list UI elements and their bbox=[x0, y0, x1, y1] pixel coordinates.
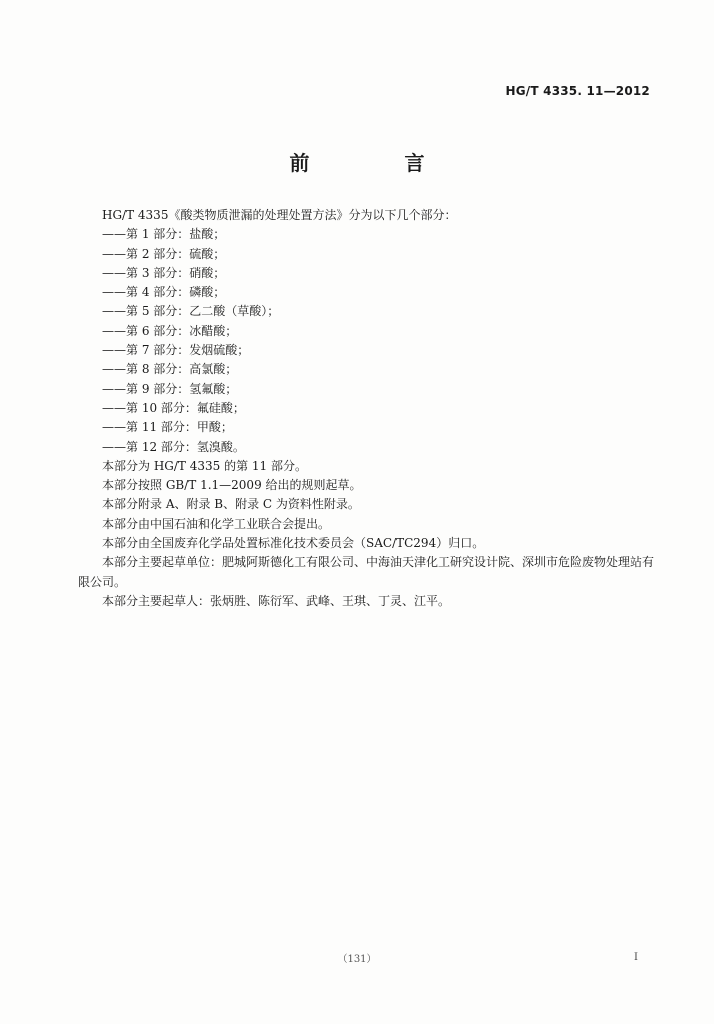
paragraph-drafters: 本部分主要起草人：张炳胜、陈衍军、武峰、王琪、丁灵、江平。 bbox=[102, 593, 451, 608]
part-item-6: ——第 6 部分：冰醋酸； bbox=[102, 323, 238, 338]
part-item-10: ——第 10 部分：氟硅酸； bbox=[102, 400, 245, 415]
parts-list bbox=[78, 225, 654, 457]
part-item-3: ——第 3 部分：硝酸； bbox=[102, 265, 226, 280]
part-item-9: ——第 9 部分：氢氟酸； bbox=[102, 381, 238, 396]
margin-mark: I bbox=[634, 952, 638, 963]
part-item-7: ——第 7 部分：发烟硫酸； bbox=[102, 343, 250, 358]
part-item-8: ——第 8 部分：高氯酸； bbox=[102, 362, 238, 377]
part-item-11: ——第 11 部分：甲酸； bbox=[102, 420, 233, 435]
paragraph-drafting-units: 本部分主要起草单位：肥城阿斯德化工有限公司、中海油天津化工研究设计院、深圳市危险废物处理站有限公司。 bbox=[78, 555, 655, 589]
paragraph-centralized-by: 本部分由全国废弃化学品处置标准化技术委员会（SAC/TC294）归口。 bbox=[102, 536, 485, 551]
part-item-4: ——第 4 部分：磷酸； bbox=[102, 285, 226, 300]
standard-code-header: HG/T 4335. 11—2012 bbox=[505, 84, 650, 98]
foreword-body bbox=[78, 206, 654, 611]
paragraph-drafting-rules: 本部分按照 GB/T 1.1—2009 给出的规则起草。 bbox=[102, 478, 362, 493]
page-number: （131） bbox=[337, 954, 377, 965]
part-item-2: ——第 2 部分：硫酸； bbox=[102, 246, 226, 261]
paragraph-part-number: 本部分为 HG/T 4335 的第 11 部分。 bbox=[102, 458, 307, 473]
intro-paragraph: HG/T 4335《酸类物质泄漏的处理处置方法》分为以下几个部分： bbox=[102, 208, 457, 222]
paragraph-proposer: 本部分由中国石油和化学工业联合会提出。 bbox=[102, 516, 331, 531]
page-title: 前 言 bbox=[289, 151, 469, 175]
part-item-1: ——第 1 部分：盐酸； bbox=[102, 227, 226, 242]
part-item-12: ——第 12 部分：氢溴酸。 bbox=[102, 439, 245, 454]
paragraph-appendices: 本部分附录 A、附录 B、附录 C 为资料性附录。 bbox=[102, 497, 360, 512]
part-item-5: ——第 5 部分：乙二酸（草酸）； bbox=[102, 304, 280, 319]
